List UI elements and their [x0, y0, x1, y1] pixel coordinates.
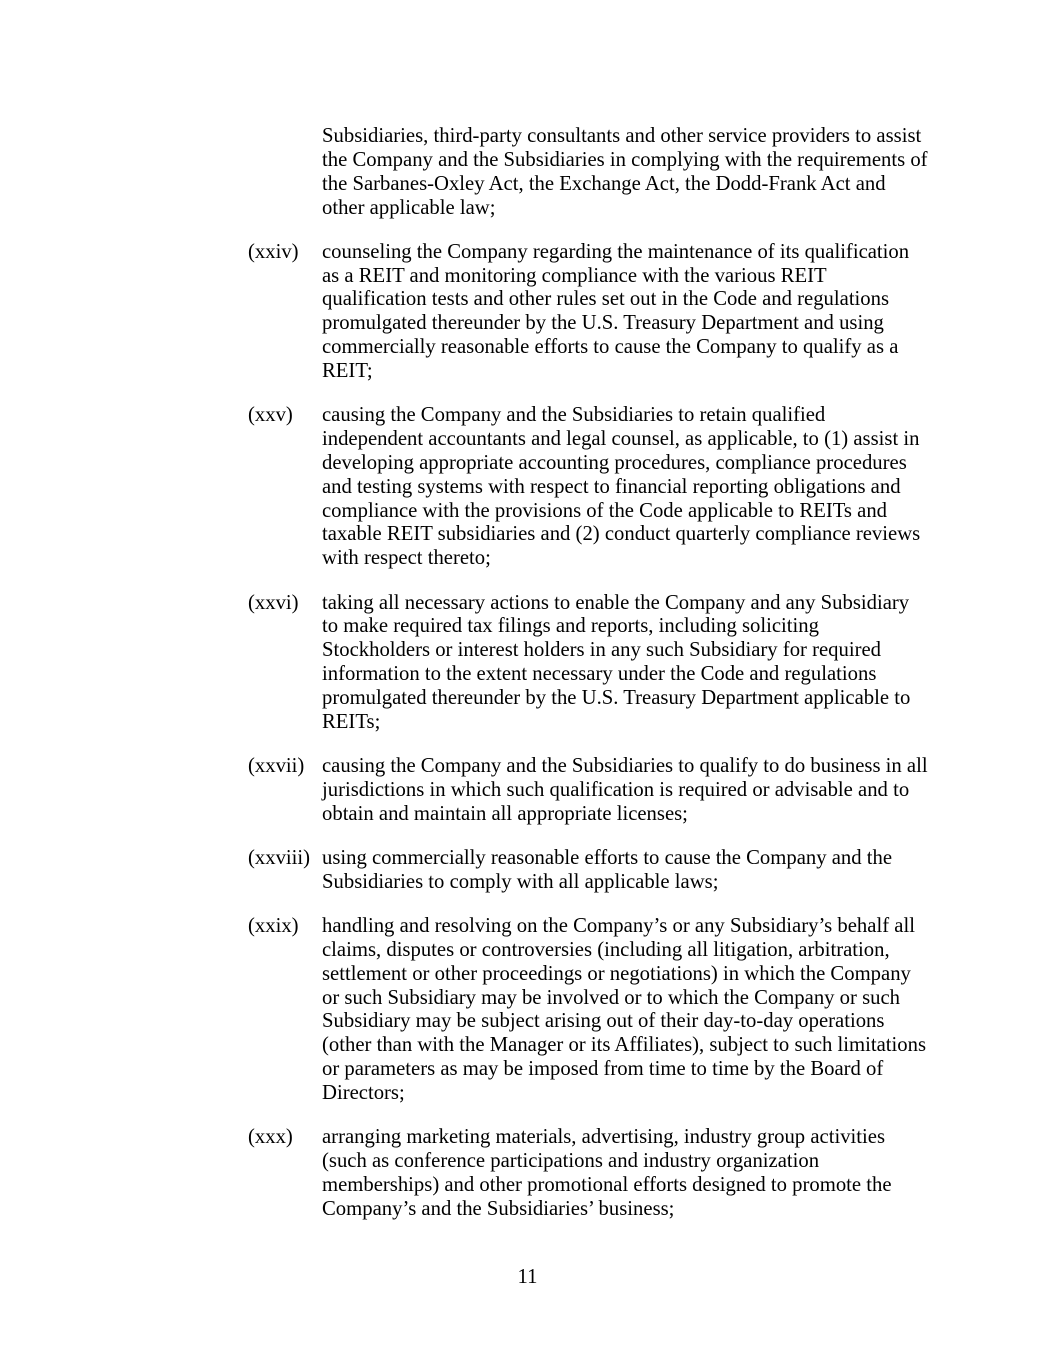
text-line: taxable REIT subsidiaries and (2) conduct quarterly compliance reviews — [322, 523, 921, 546]
text-line: REIT; — [322, 359, 373, 382]
text-line: Subsidiary may be subject arising out of their day-to-day operations — [322, 1010, 885, 1033]
list-item-xxviii — [248, 847, 968, 895]
text-line: developing appropriate accounting procedures, compliance procedures — [322, 451, 907, 474]
text-line: or such Subsidiary may be involved or to which the Company or such — [322, 986, 901, 1009]
text-line: Directors; — [322, 1081, 405, 1104]
text-line: the Sarbanes-Oxley Act, the Exchange Act, the Dodd-Frank Act and — [322, 172, 886, 195]
text-line: claims, disputes or controversies (including all litigation, arbitration, — [322, 938, 890, 961]
text-line: Company’s and the Subsidiaries’ business; — [322, 1197, 675, 1220]
item-text — [322, 1126, 968, 1221]
text-line: settlement or other proceedings or negotiations) in which the Company — [322, 962, 911, 985]
item-label: (xxix) — [248, 914, 299, 937]
list-item-xxvii — [248, 755, 968, 827]
text-line: (other than with the Manager or its Affiliates), subject to such limitations — [322, 1034, 927, 1057]
item-text — [322, 847, 968, 895]
text-line: with respect thereto; — [322, 547, 491, 570]
text-line: promulgated thereunder by the U.S. Treasury Department applicable to — [322, 686, 911, 709]
paragraph-text — [322, 125, 968, 220]
text-line: causing the Company and the Subsidiaries to qualify to do business in all — [322, 754, 928, 777]
document-body — [248, 125, 968, 1242]
list-item-xxvi — [248, 592, 968, 735]
text-line: Subsidiaries, third-party consultants and other service providers to assist — [322, 125, 922, 147]
text-line: information to the extent necessary under the Code and regulations — [322, 663, 877, 686]
text-line: independent accountants and legal counsel, as applicable, to (1) assist in — [322, 428, 920, 451]
text-line: REITs; — [322, 710, 381, 733]
item-label: (xxv) — [248, 404, 293, 427]
text-line: other applicable law; — [322, 196, 496, 219]
text-line: or parameters as may be imposed from time to time by the Board of — [322, 1058, 884, 1081]
text-line: the Company and the Subsidiaries in complying with the requirements of — [322, 148, 928, 171]
text-line: causing the Company and the Subsidiaries to retain qualified — [322, 404, 826, 427]
text-line: and testing systems with respect to financial reporting obligations and — [322, 475, 901, 498]
list-item-xxx — [248, 1126, 968, 1221]
text-line: promulgated thereunder by the U.S. Treasury Department and using — [322, 312, 884, 335]
text-line: counseling the Company regarding the maintenance of its qualification — [322, 240, 910, 263]
text-line: arranging marketing materials, advertising, industry group activities — [322, 1126, 886, 1149]
text-line: memberships) and other promotional efforts designed to promote the — [322, 1173, 892, 1196]
list-item-xxix — [248, 915, 968, 1106]
text-line: qualification tests and other rules set out in the Code and regulations — [322, 288, 890, 311]
list-item-xxiv — [248, 241, 968, 384]
item-label: (xxvi) — [248, 591, 299, 614]
text-line: handling and resolving on the Company’s or any Subsidiary’s behalf all — [322, 914, 915, 937]
item-text — [322, 755, 968, 827]
item-text — [322, 241, 968, 384]
item-label: (xxx) — [248, 1126, 293, 1149]
page-number: 11 — [517, 1266, 538, 1288]
text-line: taking all necessary actions to enable the Company and any Subsidiary — [322, 591, 910, 614]
continued-paragraph — [248, 125, 968, 220]
text-line: to make required tax filings and reports, including soliciting — [322, 615, 819, 638]
text-line: obtain and maintain all appropriate licenses; — [322, 802, 688, 825]
item-text — [322, 404, 968, 571]
text-line: as a REIT and monitoring compliance with the various REIT — [322, 264, 827, 287]
item-text — [322, 915, 968, 1106]
item-label: (xxiv) — [248, 240, 299, 263]
item-text — [322, 592, 968, 735]
item-label: (xxviii) — [248, 846, 311, 869]
text-line: commercially reasonable efforts to cause the Company to qualify as a — [322, 336, 899, 359]
text-line: compliance with the provisions of the Code applicable to REITs and — [322, 499, 888, 522]
text-line: Stockholders or interest holders in any such Subsidiary for required — [322, 639, 882, 662]
text-line: Subsidiaries to comply with all applicable laws; — [322, 870, 719, 893]
list-item-xxv — [248, 404, 968, 571]
text-line: using commercially reasonable efforts to cause the Company and the — [322, 846, 893, 869]
item-label: (xxvii) — [248, 754, 305, 777]
text-line: jurisdictions in which such qualification is required or advisable and to — [322, 778, 910, 801]
text-line: (such as conference participations and industry organization — [322, 1149, 820, 1172]
